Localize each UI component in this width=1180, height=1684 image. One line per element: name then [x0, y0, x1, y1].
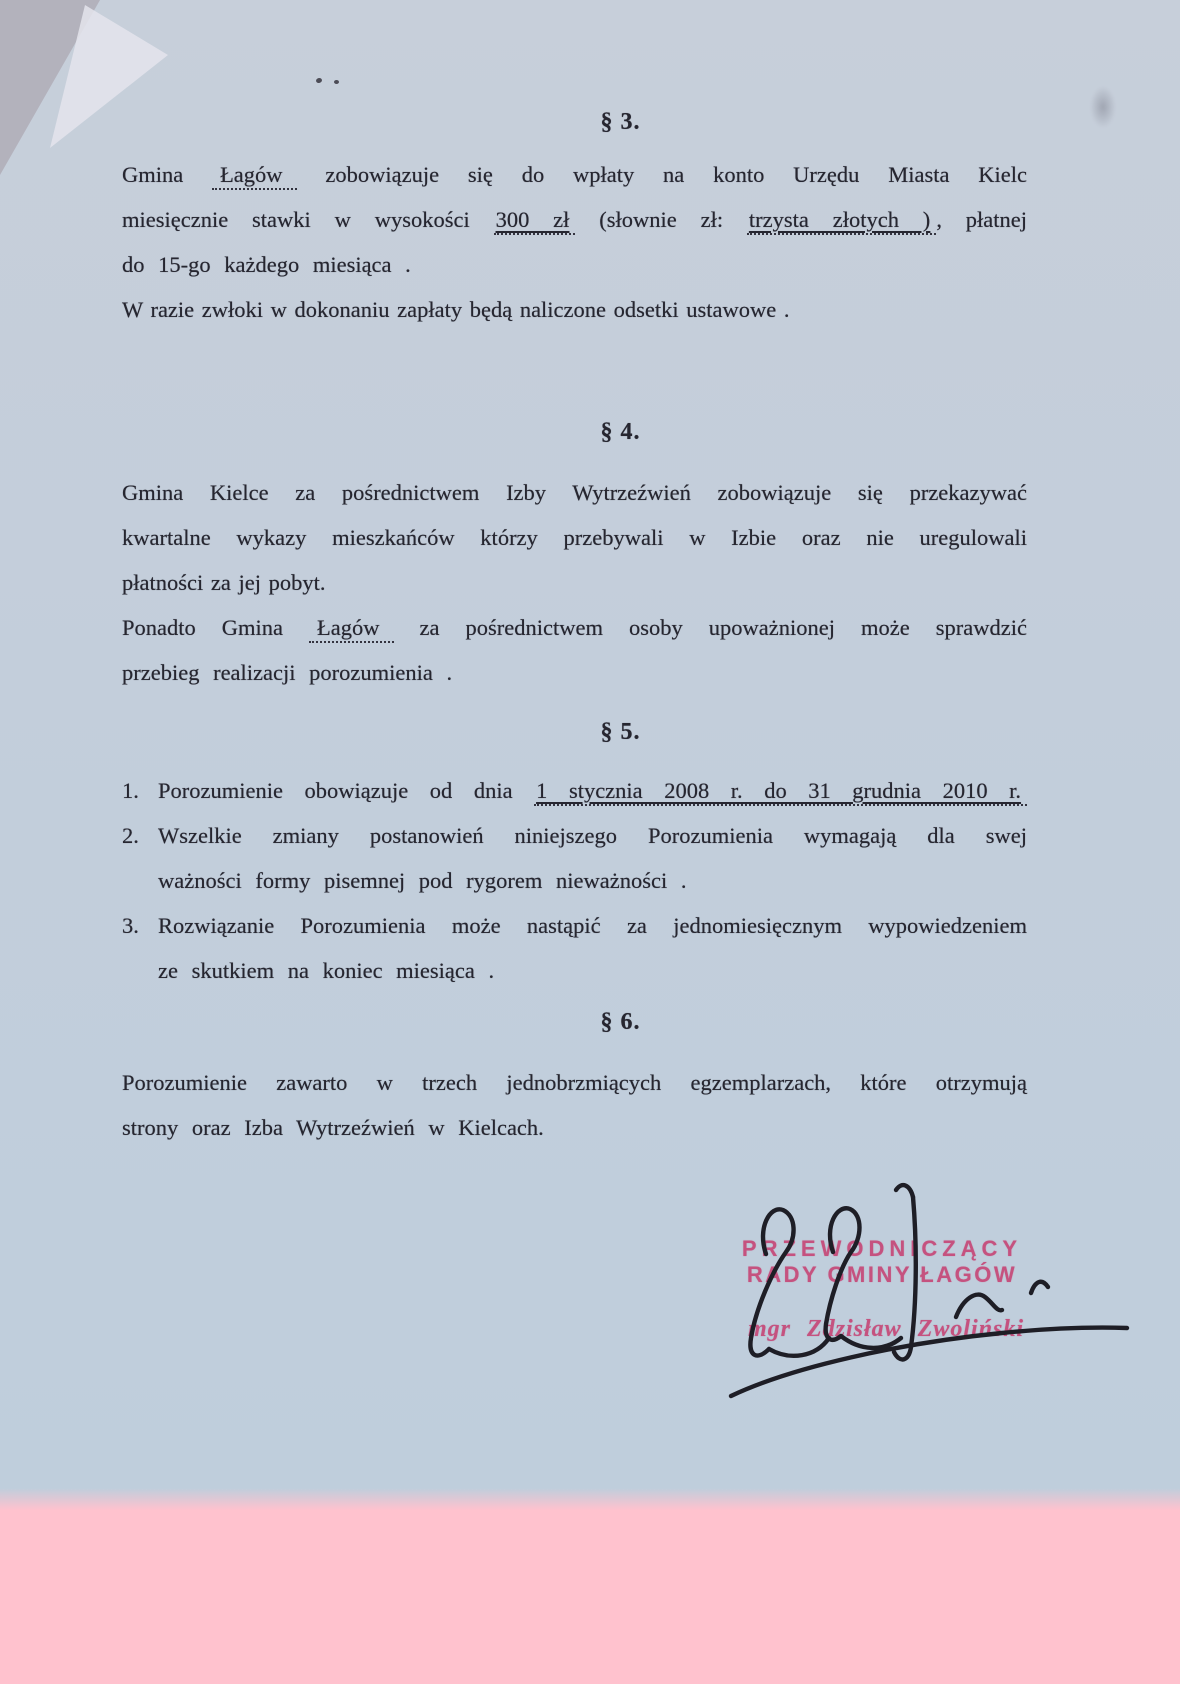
text-line — [158, 948, 1027, 993]
text-segment: Gmina Kielce za pośrednictwem Izby Wytrzeźwień zobowiązuje się przekazywać — [122, 480, 1027, 505]
text-line — [158, 813, 1027, 858]
section-4 — [122, 410, 1027, 695]
text-segment: za pośrednictwem osoby upoważnionej może sprawdzić — [393, 615, 1027, 640]
text-segment: W razie zwłoki w dokonaniu zapłaty będą naliczone odsetki ustawowe . — [122, 297, 790, 322]
text-segment: Rozwiązanie Porozumienia może nastąpić za jednomiesięcznym wypowiedzeniem — [158, 913, 1027, 938]
list-item — [122, 903, 1027, 993]
pink-paper-band — [0, 1488, 1180, 1684]
text-line — [122, 152, 1027, 197]
stamp-org: RADY GMINY ŁAGÓW — [746, 1262, 1018, 1287]
document-body — [122, 100, 1027, 1150]
section-heading: § 4. — [600, 419, 641, 445]
section-3 — [122, 100, 1027, 332]
text-line — [122, 1060, 1027, 1105]
text-line — [158, 903, 1027, 948]
list-item-body — [158, 813, 1027, 903]
text-line — [122, 560, 1027, 605]
text-segment: przebieg realizacji porozumienia . — [122, 660, 453, 685]
text-line — [122, 470, 1027, 515]
scan-speck — [315, 77, 322, 83]
paragraph — [122, 287, 1027, 332]
section-heading: § 3. — [600, 109, 641, 135]
text-segment: Wszelkie zmiany postanowień niniejszego Porozumienia wymagają dla swej — [158, 823, 1027, 848]
text-segment: miesięcznie stawki w wysokości — [122, 207, 494, 232]
text-line — [158, 768, 1027, 813]
text-segment: Gmina — [122, 162, 213, 187]
paragraph — [122, 1060, 1027, 1150]
text-segment: ze skutkiem na koniec miesiąca . — [158, 958, 495, 983]
text-segment: (słownie zł: — [575, 207, 747, 232]
filled-blank: 1 stycznia 2008 r. do 31 grudnia 2010 r. — [534, 778, 1027, 806]
numbered-list — [122, 768, 1027, 993]
text-segment: kwartalne wykazy mieszkańców którzy przebywali w Izbie oraz nie uregulowali — [122, 525, 1027, 550]
filled-blank: trzysta złotych ) — [747, 207, 936, 235]
text-segment: Porozumienie zawarto w trzech jednobrzmiących egzemplarzach, które otrzymują — [122, 1070, 1027, 1095]
filled-blank: Łagów — [212, 162, 296, 190]
text-line — [158, 858, 1027, 903]
text-line — [122, 287, 1027, 332]
stamp-title: PRZEWODNICZĄCY — [741, 1236, 1023, 1261]
text-segment: do 15-go każdego miesiąca . — [122, 252, 411, 277]
text-line — [122, 197, 1027, 242]
scan-speck — [334, 80, 339, 84]
official-stamp — [736, 1236, 1028, 1288]
signer-name: mgr Zdzisław Zwoliński — [748, 1316, 1025, 1342]
section-6 — [122, 1000, 1027, 1150]
text-line — [122, 1105, 1027, 1150]
list-number: 3. — [122, 913, 139, 938]
list-number: 1. — [122, 778, 139, 803]
section-5 — [122, 710, 1027, 993]
text-segment: Ponadto Gmina — [122, 615, 310, 640]
paragraph — [122, 470, 1027, 695]
list-number: 2. — [122, 823, 139, 848]
text-line — [122, 515, 1027, 560]
list-item-body — [158, 903, 1027, 993]
text-segment: Porozumienie obowiązuje od dnia — [158, 778, 535, 803]
filled-blank: Łagów — [309, 615, 393, 643]
paragraph — [122, 152, 1027, 287]
list-item-body — [158, 768, 1027, 813]
text-segment: , płatnej — [936, 207, 1028, 232]
section-heading: § 6. — [600, 1009, 641, 1035]
text-segment: zobowiązuje się do wpłaty na konto Urzędu Miasta Kielc — [296, 162, 1027, 187]
scan-smudge — [1090, 86, 1116, 128]
text-line — [122, 242, 1027, 287]
filled-blank: 300 zł — [494, 207, 576, 235]
text-segment: płatności za jej pobyt. — [122, 570, 326, 595]
list-item — [122, 813, 1027, 903]
text-line — [122, 650, 1027, 695]
text-segment: ważności formy pisemnej pod rygorem nieważności . — [158, 868, 687, 893]
text-segment: strony oraz Izba Wytrzeźwień w Kielcach. — [122, 1115, 544, 1140]
text-line — [122, 605, 1027, 650]
list-item — [122, 768, 1027, 813]
section-heading: § 5. — [600, 719, 641, 745]
